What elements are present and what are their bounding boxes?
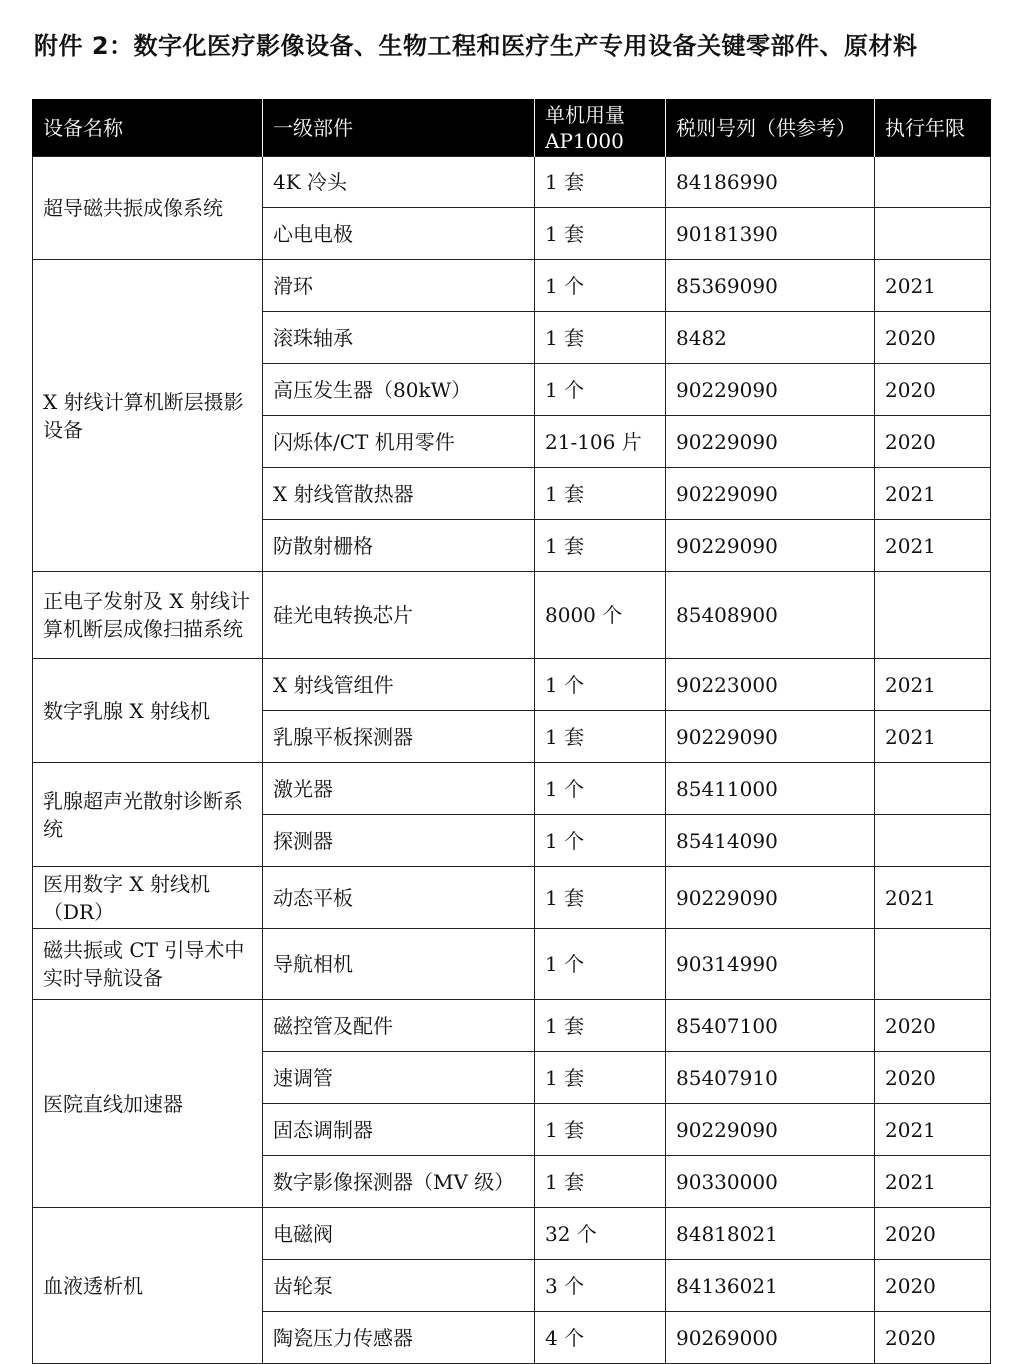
tariff-code-cell: 90229090 — [666, 711, 875, 763]
part-cell: 防散射栅格 — [263, 520, 535, 572]
device-name-cell: 医用数字 X 射线机（DR） — [33, 867, 263, 929]
device-name-cell: 乳腺超声光散射诊断系统 — [33, 763, 263, 867]
tariff-code-cell: 90229090 — [666, 468, 875, 520]
quantity-cell: 1 个 — [535, 763, 666, 815]
quantity-cell: 1 套 — [535, 208, 666, 260]
part-cell: 速调管 — [263, 1052, 535, 1104]
period-cell — [875, 763, 991, 815]
table-row — [33, 572, 991, 659]
period-cell: 2020 — [875, 1052, 991, 1104]
tariff-code-cell: 90181390 — [666, 208, 875, 260]
part-cell: 乳腺平板探测器 — [263, 711, 535, 763]
part-cell: X 射线管散热器 — [263, 468, 535, 520]
quantity-cell: 1 个 — [535, 815, 666, 867]
part-cell: X 射线管组件 — [263, 659, 535, 711]
document-title: 附件 2：数字化医疗影像设备、生物工程和医疗生产专用设备关键零部件、原材料 — [34, 32, 918, 60]
period-cell: 2021 — [875, 711, 991, 763]
part-cell: 激光器 — [263, 763, 535, 815]
period-cell: 2021 — [875, 1104, 991, 1156]
quantity-cell: 1 套 — [535, 867, 666, 929]
quantity-cell: 1 套 — [535, 1000, 666, 1052]
device-name-cell: X 射线计算机断层摄影设备 — [33, 260, 263, 572]
part-cell: 4K 冷头 — [263, 157, 535, 208]
part-cell: 动态平板 — [263, 867, 535, 929]
table-header-row — [33, 99, 991, 157]
tariff-code-cell: 84136021 — [666, 1260, 875, 1312]
part-cell: 陶瓷压力传感器 — [263, 1312, 535, 1364]
quantity-cell: 1 个 — [535, 364, 666, 416]
tariff-code-cell: 85369090 — [666, 260, 875, 312]
part-cell: 高压发生器（80kW） — [263, 364, 535, 416]
part-cell: 电磁阀 — [263, 1208, 535, 1260]
table-row — [33, 763, 991, 815]
table-row — [33, 1000, 991, 1052]
table-row — [33, 157, 991, 208]
tariff-code-cell: 85411000 — [666, 763, 875, 815]
quantity-cell: 1 个 — [535, 659, 666, 711]
header-first-level-part: 一级部件 — [263, 99, 535, 157]
header-tariff-code: 税则号列（供参考） — [666, 99, 875, 157]
part-cell: 导航相机 — [263, 929, 535, 1000]
header-execution-period: 执行年限 — [875, 99, 991, 157]
part-cell: 滑环 — [263, 260, 535, 312]
device-name-cell: 磁共振或 CT 引导术中实时导航设备 — [33, 929, 263, 1000]
tariff-code-cell: 85407100 — [666, 1000, 875, 1052]
device-name-cell: 血液透析机 — [33, 1208, 263, 1364]
tariff-code-cell: 90269000 — [666, 1312, 875, 1364]
quantity-cell: 21-106 片 — [535, 416, 666, 468]
period-cell — [875, 157, 991, 208]
part-cell: 数字影像探测器（MV 级） — [263, 1156, 535, 1208]
header-unit-quantity-line1: 单机用量 — [545, 102, 625, 127]
period-cell: 2021 — [875, 468, 991, 520]
quantity-cell: 1 套 — [535, 711, 666, 763]
tariff-code-cell: 85408900 — [666, 572, 875, 659]
part-cell: 探测器 — [263, 815, 535, 867]
part-cell: 滚珠轴承 — [263, 312, 535, 364]
device-name-cell: 数字乳腺 X 射线机 — [33, 659, 263, 763]
table-row — [33, 260, 991, 312]
quantity-cell: 1 套 — [535, 520, 666, 572]
period-cell: 2021 — [875, 260, 991, 312]
header-device-name: 设备名称 — [33, 99, 263, 157]
quantity-cell: 32 个 — [535, 1208, 666, 1260]
device-name-cell: 医院直线加速器 — [33, 1000, 263, 1208]
tariff-code-cell: 90229090 — [666, 520, 875, 572]
header-unit-quantity-line2: AP1000 — [545, 128, 624, 153]
tariff-code-cell: 85414090 — [666, 815, 875, 867]
quantity-cell: 1 套 — [535, 312, 666, 364]
period-cell — [875, 815, 991, 867]
part-cell: 固态调制器 — [263, 1104, 535, 1156]
tariff-code-cell: 84818021 — [666, 1208, 875, 1260]
tariff-code-cell: 90229090 — [666, 867, 875, 929]
period-cell: 2020 — [875, 1000, 991, 1052]
quantity-cell: 1 套 — [535, 1156, 666, 1208]
quantity-cell: 1 套 — [535, 468, 666, 520]
tariff-code-cell: 90229090 — [666, 1104, 875, 1156]
period-cell: 2020 — [875, 416, 991, 468]
table-row — [33, 659, 991, 711]
period-cell: 2020 — [875, 1208, 991, 1260]
quantity-cell: 3 个 — [535, 1260, 666, 1312]
period-cell: 2021 — [875, 520, 991, 572]
period-cell: 2020 — [875, 1260, 991, 1312]
part-cell: 闪烁体/CT 机用零件 — [263, 416, 535, 468]
table-row — [33, 867, 991, 929]
quantity-cell: 1 套 — [535, 157, 666, 208]
part-cell: 心电电极 — [263, 208, 535, 260]
tariff-code-cell: 84186990 — [666, 157, 875, 208]
part-cell: 硅光电转换芯片 — [263, 572, 535, 659]
period-cell: 2020 — [875, 312, 991, 364]
device-name-cell: 超导磁共振成像系统 — [33, 157, 263, 260]
period-cell: 2021 — [875, 1156, 991, 1208]
period-cell: 2021 — [875, 659, 991, 711]
period-cell — [875, 572, 991, 659]
period-cell: 2020 — [875, 1312, 991, 1364]
quantity-cell: 4 个 — [535, 1312, 666, 1364]
tariff-code-cell: 85407910 — [666, 1052, 875, 1104]
quantity-cell: 8000 个 — [535, 572, 666, 659]
tariff-code-cell: 8482 — [666, 312, 875, 364]
period-cell — [875, 929, 991, 1000]
tariff-code-cell: 90223000 — [666, 659, 875, 711]
tariff-code-cell: 90229090 — [666, 416, 875, 468]
table-row — [33, 929, 991, 1000]
part-cell: 磁控管及配件 — [263, 1000, 535, 1052]
quantity-cell: 1 个 — [535, 929, 666, 1000]
device-name-cell: 正电子发射及 X 射线计算机断层成像扫描系统 — [33, 572, 263, 659]
quantity-cell: 1 套 — [535, 1052, 666, 1104]
quantity-cell: 1 套 — [535, 1104, 666, 1156]
table-row — [33, 1208, 991, 1260]
period-cell: 2021 — [875, 867, 991, 929]
parts-table — [32, 99, 991, 1364]
period-cell — [875, 208, 991, 260]
tariff-code-cell: 90314990 — [666, 929, 875, 1000]
quantity-cell: 1 个 — [535, 260, 666, 312]
tariff-code-cell: 90229090 — [666, 364, 875, 416]
period-cell: 2020 — [875, 364, 991, 416]
tariff-code-cell: 90330000 — [666, 1156, 875, 1208]
header-unit-quantity — [535, 99, 666, 157]
part-cell: 齿轮泵 — [263, 1260, 535, 1312]
